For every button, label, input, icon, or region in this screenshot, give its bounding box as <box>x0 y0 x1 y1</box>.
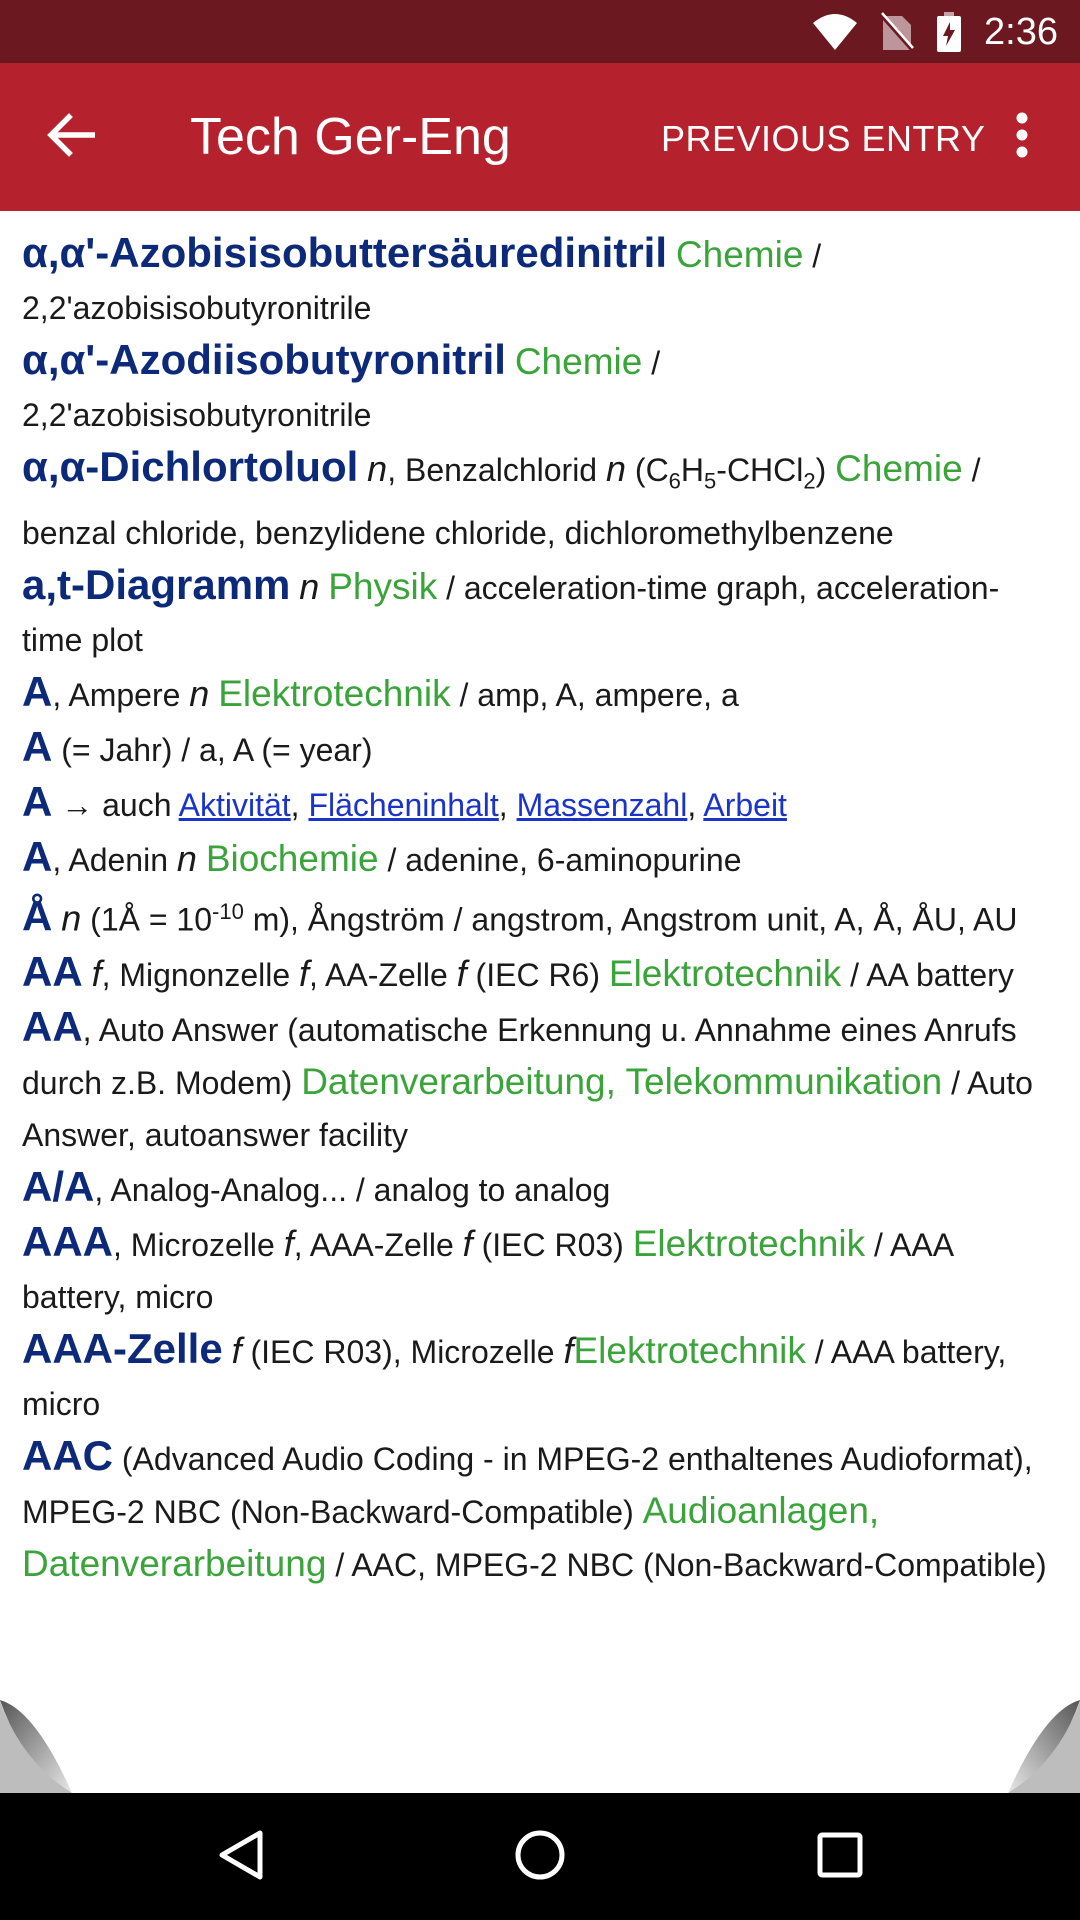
superscript: -10 <box>212 899 244 925</box>
entry-item[interactable] <box>22 334 1058 441</box>
subject-label: Chemie <box>514 341 643 382</box>
cross-ref-arrow: → auch <box>52 787 179 824</box>
gender-marker: f <box>456 953 467 995</box>
headword: Å <box>22 893 53 941</box>
entry-text: (1Å = 10 <box>81 902 213 939</box>
entry-text: (IEC R03) <box>472 1227 633 1264</box>
previous-entry-button[interactable]: PREVIOUS ENTRY <box>661 118 986 159</box>
nav-back-button[interactable] <box>196 1817 286 1897</box>
entry-item[interactable] <box>22 441 1058 559</box>
entry-text: , Auto Answer (automatische Erkennung u. Annahme eines Anrufs durch z.B. Modem) <box>22 1012 1017 1102</box>
formula: $(C_6H_5-CHCl_2)$ <box>626 452 836 494</box>
gender-marker: f <box>283 1223 294 1265</box>
separator: / <box>841 957 867 994</box>
separator: / <box>865 1227 891 1264</box>
gender-marker: n <box>605 448 627 489</box>
separator: / <box>450 677 478 714</box>
headword: AAC <box>22 1432 113 1480</box>
gender-marker: f <box>299 953 310 995</box>
gender-marker: n <box>189 673 210 715</box>
entry-text: , Mignonzelle <box>101 957 300 994</box>
nav-recents-icon <box>817 1832 863 1883</box>
more-vert-icon <box>1015 112 1029 163</box>
headword: α,α'-Azodiisobutyronitril <box>22 336 506 383</box>
entry-text: (IEC R6) <box>466 957 609 994</box>
translation: adenine, 6-aminopurine <box>405 842 742 879</box>
separator: / <box>962 452 981 488</box>
translation: amp, A, ampere, a <box>477 677 739 714</box>
gender-marker: f <box>91 953 102 995</box>
translation: 2,2'azobisisobutyronitrile <box>22 290 372 326</box>
nav-back-icon <box>218 1829 264 1886</box>
battery-charging-icon <box>936 12 962 52</box>
separator: / <box>642 345 661 381</box>
gender-marker: f <box>231 1330 242 1372</box>
subject-label: Audioanlagen, Datenverarbeitung <box>22 1490 880 1585</box>
headword: A/A <box>22 1163 95 1211</box>
separator: / <box>326 1547 352 1584</box>
cross-ref-link-arbeit[interactable]: Arbeit <box>703 787 787 824</box>
translation: AA battery <box>866 957 1014 994</box>
gender-marker: n <box>299 566 320 608</box>
entry-item[interactable] <box>22 1430 1058 1591</box>
gender-marker: f <box>462 1223 473 1265</box>
status-icons <box>812 8 1058 56</box>
entry-text: , Microzelle <box>113 1227 284 1264</box>
subject-label: Chemie <box>835 448 963 489</box>
entry-item[interactable] <box>22 559 1058 666</box>
subject-label: Chemie <box>675 234 804 275</box>
entry-text: , Benzalchlorid <box>387 452 606 488</box>
entry-item[interactable] <box>22 721 1058 776</box>
nav-home-button[interactable] <box>495 1817 585 1897</box>
headword: A <box>22 723 53 771</box>
translation: Auto Answer, autoanswer facility <box>22 1065 1033 1154</box>
cross-ref-link-massenzahl[interactable]: Massenzahl <box>516 787 688 824</box>
subject-label: Datenverarbeitung, Telekommunikation <box>301 1061 943 1103</box>
back-button[interactable] <box>36 105 106 169</box>
status-time: 2:36 <box>984 10 1058 53</box>
headword: A <box>22 833 53 881</box>
entry-item[interactable]: A → auch Aktivität, Flächeninhalt, Massenzahl, Arbeit <box>22 778 787 826</box>
entry-text: (= Jahr) / a, A (= year) <box>52 732 373 769</box>
gender-marker: n <box>367 448 388 489</box>
gender-marker: n <box>61 898 82 940</box>
subject-label: Elektrotechnik <box>608 953 842 995</box>
entry-item[interactable] <box>22 1216 1058 1323</box>
separator: / <box>437 570 464 607</box>
entry-text: , Adenin <box>52 842 177 879</box>
entry-item[interactable] <box>22 1161 1058 1216</box>
entry-item[interactable] <box>22 831 1058 886</box>
cross-ref-link-aktivitaet[interactable]: Aktivität <box>178 787 291 824</box>
headword: AAA-Zelle <box>22 1325 223 1373</box>
entry-item[interactable] <box>22 227 1058 334</box>
navigation-bar <box>0 1793 1080 1920</box>
separator: / <box>803 238 822 274</box>
nav-home-icon <box>514 1829 566 1886</box>
subject-label: Elektrotechnik <box>573 1330 806 1372</box>
app-title: Tech Ger-Eng <box>190 108 511 166</box>
wifi-icon <box>812 13 858 51</box>
subject-label: Elektrotechnik <box>632 1223 866 1265</box>
headword: α,α'-Azobisisobuttersäuredinitril <box>22 229 668 276</box>
entry-text: (IEC R03), Microzelle <box>241 1334 564 1371</box>
entry-text: , Ampere <box>52 677 190 714</box>
subject-label: Biochemie <box>205 838 379 880</box>
subject-label: Elektrotechnik <box>218 673 451 715</box>
translation: AAA battery, micro <box>22 1334 1007 1423</box>
entry-item[interactable] <box>22 886 1058 946</box>
entry-item[interactable] <box>22 1323 1058 1430</box>
entry-text: (Advanced Audio Coding - in MPEG-2 enthaltenes Audioformat), MPEG-2 NBC (Non-Backward-Compatible) <box>22 1441 1033 1531</box>
headword: A <box>22 778 53 826</box>
entry-text: , AA-Zelle <box>309 957 457 994</box>
nav-recents-button[interactable] <box>795 1817 885 1897</box>
translation: AAC, MPEG-2 NBC (Non-Backward-Compatible) <box>351 1547 1047 1584</box>
headword: AAA <box>22 1218 113 1266</box>
entry-item[interactable] <box>22 946 1058 1001</box>
no-sim-icon <box>880 12 914 52</box>
gender-marker: n <box>176 838 197 880</box>
headword: AA <box>22 948 83 996</box>
cross-ref-link-flaecheninhalt[interactable]: Flächeninhalt <box>308 787 499 824</box>
status-bar <box>0 0 1080 63</box>
more-options-button[interactable] <box>1000 105 1044 169</box>
entry-item[interactable] <box>22 666 1058 721</box>
entry-text: m), Ångström / angstrom, Angstrom unit, A, Å, ÅU, AU <box>243 902 1018 939</box>
separator: / <box>942 1065 968 1102</box>
entry-list[interactable] <box>0 211 1080 1791</box>
entry-text: , AAA-Zelle <box>293 1227 463 1264</box>
entry-text: , Analog-Analog... / analog to analog <box>94 1172 611 1209</box>
headword: AA <box>22 1003 83 1051</box>
gender-marker: f <box>563 1330 574 1372</box>
separator: / <box>805 1334 831 1371</box>
translation: 2,2'azobisisobutyronitrile <box>22 397 372 433</box>
entry-item[interactable] <box>22 1001 1058 1161</box>
headword: α,α-Dichlortoluol <box>22 443 359 490</box>
arrow-back-icon <box>47 113 95 162</box>
translation: acceleration-time graph, acceleration-time plot <box>22 570 1000 659</box>
headword: A <box>22 668 53 716</box>
app-bar <box>0 63 1080 211</box>
page-curl-left <box>0 1700 72 1793</box>
subject-label: Physik <box>328 566 438 608</box>
headword: a,t-Diagramm <box>22 561 291 609</box>
page-curl-right <box>1008 1700 1080 1793</box>
separator: / <box>378 842 406 879</box>
translation: AAA battery, micro <box>22 1227 953 1316</box>
translation: benzal chloride, benzylidene chloride, dichloromethylbenzene <box>22 515 894 552</box>
